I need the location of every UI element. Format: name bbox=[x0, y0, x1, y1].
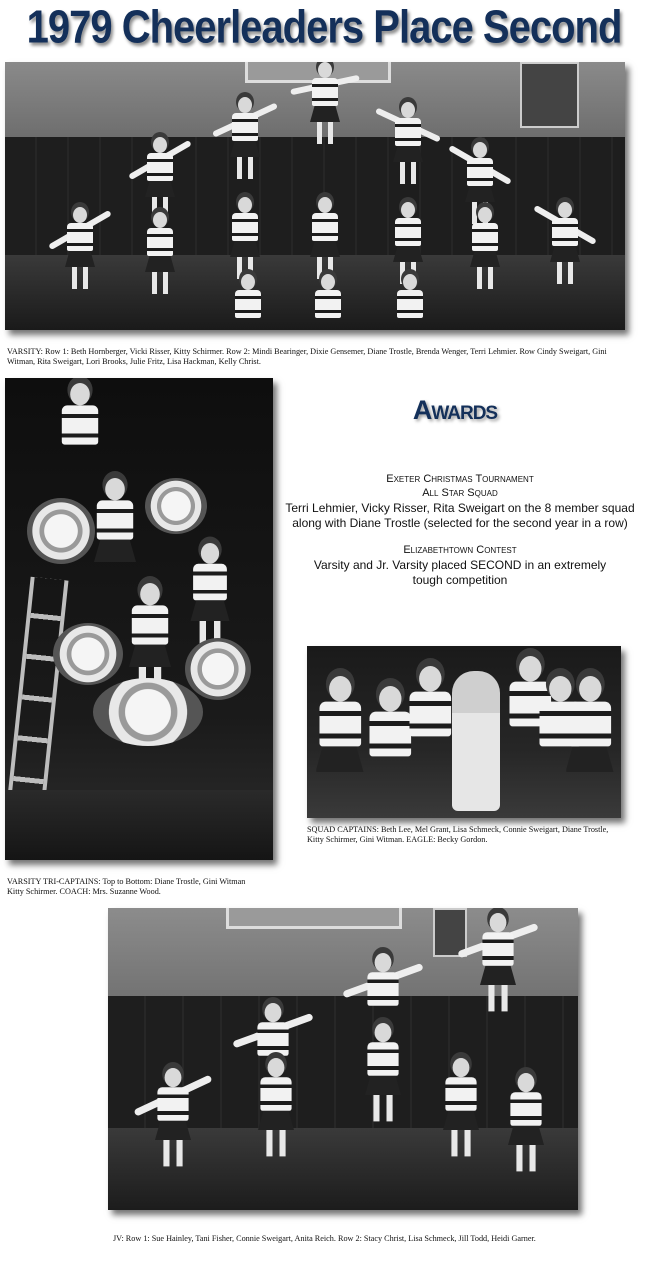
page-title: 1979 Cheerleaders Place Second bbox=[26, 2, 622, 53]
cheerleader-figure bbox=[540, 202, 590, 292]
etown-body: Varsity and Jr. Varsity placed SECOND in an extremely tough competition bbox=[313, 558, 607, 587]
cheerleader-figure bbox=[347, 1023, 419, 1155]
cheerleader-figure bbox=[223, 274, 273, 330]
exeter-body: Terri Lehmier, Vicky Risser, Rita Sweigart on the 8 member squad along with Diane Trostle (selected for the second year in a row) bbox=[285, 501, 635, 530]
cheerleader-figure bbox=[425, 1058, 497, 1190]
cheerleader-figure bbox=[385, 274, 435, 330]
squad-captains-photo bbox=[307, 646, 621, 818]
cheerleader-figure bbox=[303, 274, 353, 330]
squad-captains-caption: SQUAD CAPTAINS: Beth Lee, Mel Grant, Lisa Schmeck, Connie Sweigart, Diane Trostle, Kitty Schirmer, Gini Witman. EAGLE: Becky Gordon. bbox=[307, 825, 609, 844]
cheerleader-figure bbox=[462, 913, 534, 1045]
cheerleader-figure bbox=[135, 212, 185, 302]
etown-title: Elizabethtown Contest bbox=[403, 544, 517, 556]
varsity-photo bbox=[5, 62, 625, 330]
exeter-title: Exeter Christmas Tournament bbox=[386, 473, 534, 485]
tri-captains-caption-line2: Kitty Schirmer. COACH: Mrs. Suzanne Wood. bbox=[7, 887, 161, 896]
pompom bbox=[53, 623, 123, 685]
pompom bbox=[27, 498, 95, 564]
cheerleader-figure bbox=[137, 1068, 209, 1200]
cheerleader-figure bbox=[220, 97, 270, 187]
backboard bbox=[226, 908, 402, 929]
tri-captains-caption-line1: VARSITY TRI-CAPTAINS: Top to Bottom: Diane Trostle, Gini Witman bbox=[7, 877, 246, 886]
jv-caption: JV: Row 1: Sue Hainley, Tani Fisher, Connie Sweigart, Anita Reich. Row 2: Stacy Christ, Lisa Schmeck, Jill Todd, Heidi Garner. bbox=[113, 1234, 536, 1243]
cheerleader-figure bbox=[300, 62, 350, 152]
cheerleader-figure bbox=[490, 1073, 562, 1205]
pompom bbox=[145, 478, 207, 534]
pompom bbox=[93, 678, 203, 746]
cheerleader-figure bbox=[240, 1058, 312, 1190]
varsity-caption: VARSITY: Row 1: Beth Hornberger, Vicki Risser, Kitty Schirmer. Row 2: Mindi Bearinger, Dixie Gensemer, Diane Trostle, Brenda Wenger, Terri Lehmier. Row Cindy Sweigart, Gini Witman, Rita Sweigart, Lori Brooks, Julie Fritz, Lisa Hackman, Kelly Christ. bbox=[7, 347, 607, 366]
pompom bbox=[185, 638, 251, 700]
cheerleader-figure bbox=[546, 676, 622, 818]
awards-heading: Awards bbox=[412, 395, 498, 425]
cheerleader-figure bbox=[55, 207, 105, 297]
floor bbox=[5, 790, 273, 860]
jv-photo bbox=[108, 908, 578, 1210]
cheerleader-figure bbox=[383, 102, 433, 192]
tri-captains-photo bbox=[5, 378, 273, 860]
exeter-subtitle: All Star Squad bbox=[422, 487, 498, 499]
cheerleader-figure bbox=[460, 207, 510, 297]
wall-poster bbox=[520, 62, 579, 128]
